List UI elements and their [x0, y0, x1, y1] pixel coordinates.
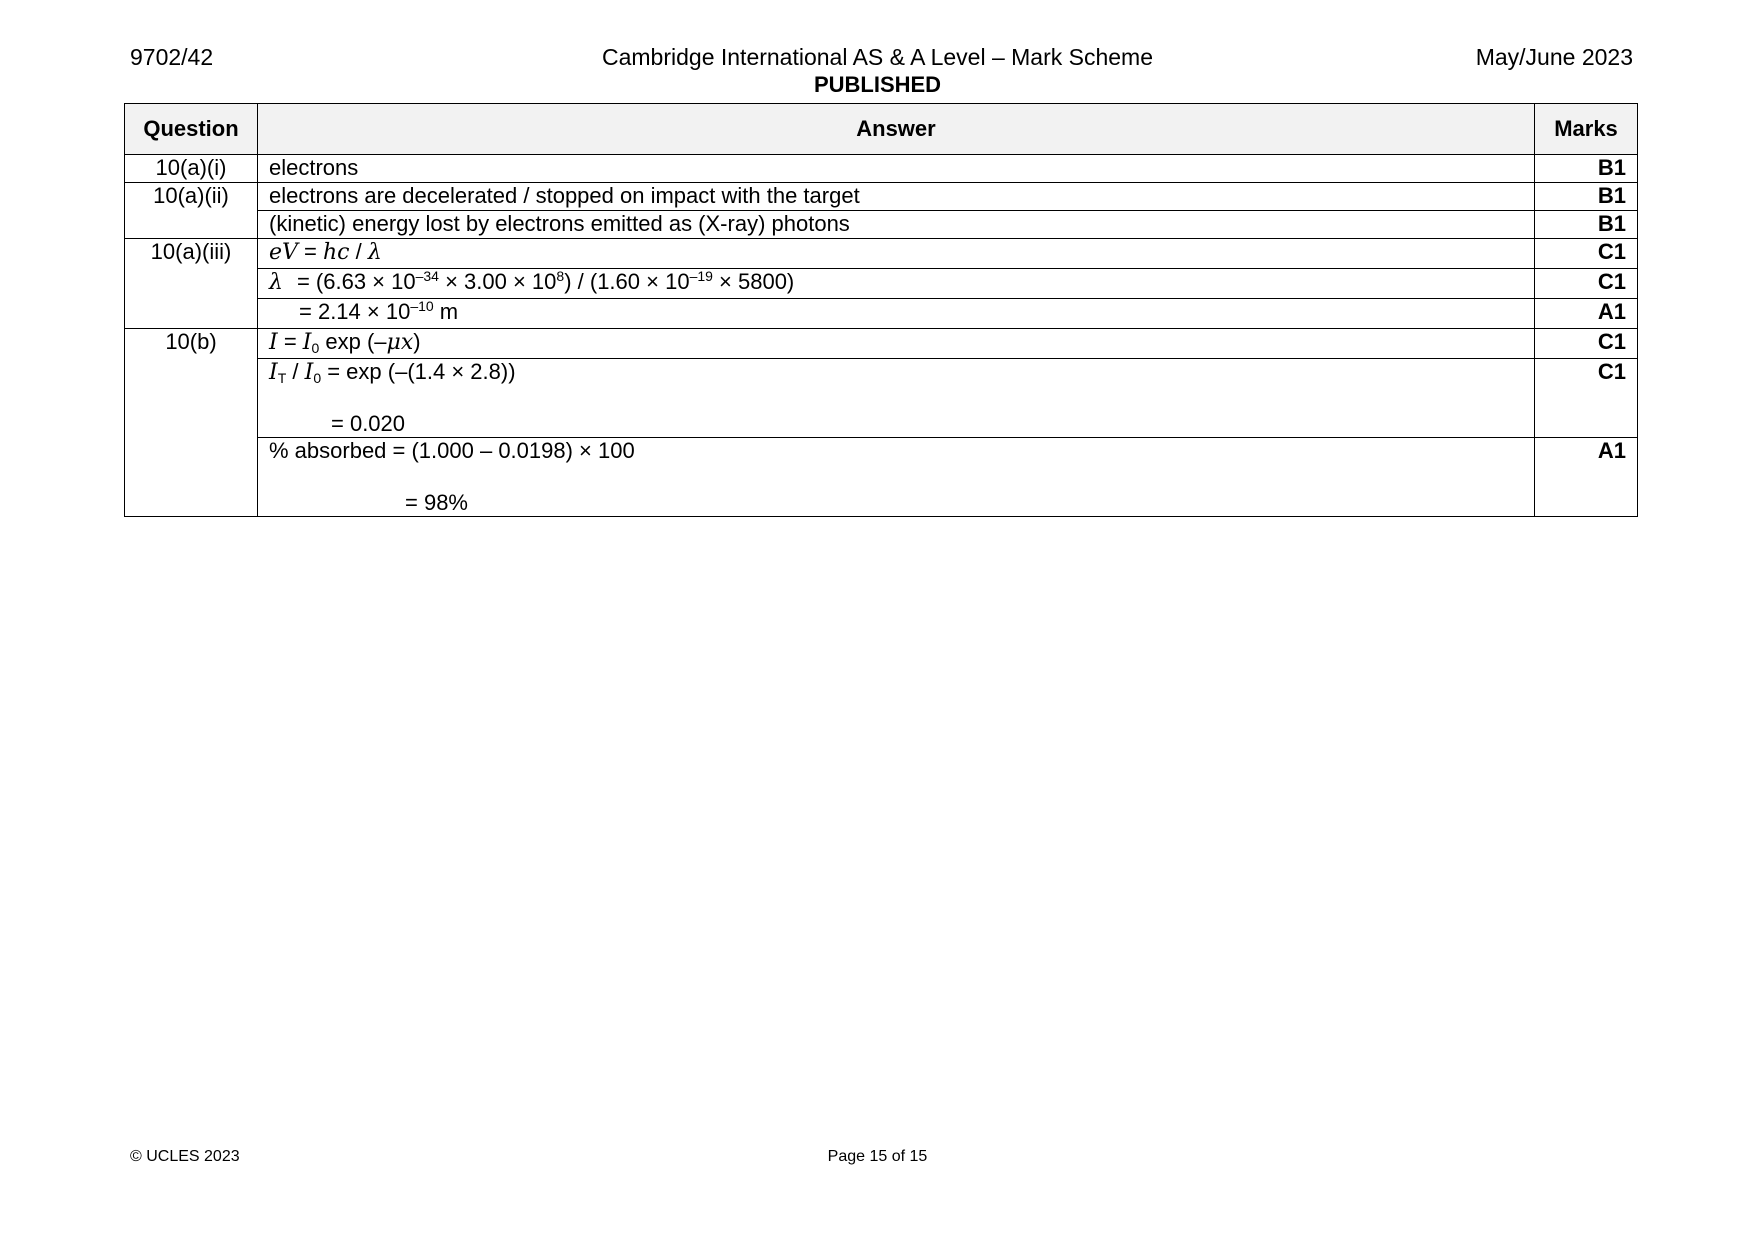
mark-code: C1 — [1535, 269, 1638, 299]
answer-continuation: = 0.020 — [331, 411, 406, 436]
question-number: 10(a)(ii) — [125, 183, 258, 239]
mark-code: C1 — [1535, 239, 1638, 269]
question-number: 10(a)(iii) — [125, 239, 258, 329]
math-symbol: μ — [386, 330, 401, 355]
math-text: ) — [413, 329, 421, 354]
column-header-question: Question — [125, 104, 258, 155]
math-operator: = — [297, 239, 323, 264]
math-text: ) / (1.60 × 10 — [564, 269, 690, 294]
answer-continuation: = 98% — [405, 490, 468, 515]
math-text: × 3.00 × 10 — [438, 269, 557, 294]
answer-equation — [258, 438, 1535, 517]
math-text: = 2.14 × 10 — [299, 299, 411, 324]
math-symbol: e — [269, 240, 283, 265]
math-text: = exp (–(1.4 × 2.8)) — [321, 359, 516, 384]
table-row — [125, 211, 1638, 239]
answer-text: (kinetic) energy lost by electrons emitted as (X-ray) photons — [258, 211, 1535, 239]
subscript: 0 — [313, 370, 322, 386]
table-row — [125, 329, 1638, 359]
exponent: –34 — [415, 268, 439, 284]
math-text: × 5800) — [712, 269, 795, 294]
exam-session: May/June 2023 — [1475, 44, 1633, 70]
table-row — [125, 183, 1638, 211]
math-text: % absorbed = (1.000 – 0.0198) × 100 — [269, 438, 635, 463]
subscript: 0 — [311, 340, 320, 356]
table-row — [125, 155, 1638, 183]
mark-code: B1 — [1535, 211, 1638, 239]
math-text: exp (– — [319, 329, 387, 354]
mark-code: C1 — [1535, 329, 1638, 359]
table-row — [125, 269, 1638, 299]
published-label: PUBLISHED — [813, 72, 942, 97]
math-symbol: V — [282, 240, 298, 265]
answer-equation — [258, 329, 1535, 359]
math-symbol: λ — [269, 270, 283, 295]
question-number: 10(a)(i) — [125, 155, 258, 183]
mark-scheme-table — [124, 103, 1638, 517]
table-row — [125, 438, 1638, 517]
math-symbol: I — [304, 360, 314, 385]
math-operator: / — [286, 359, 305, 384]
answer-text: electrons — [258, 155, 1535, 183]
column-header-marks: Marks — [1535, 104, 1638, 155]
answer-equation — [258, 239, 1535, 269]
column-header-answer: Answer — [258, 104, 1535, 155]
math-symbol: λ — [367, 240, 382, 265]
math-operator: = — [277, 329, 303, 354]
mark-code: C1 — [1535, 359, 1638, 438]
math-symbol: I — [302, 330, 312, 355]
exponent: –19 — [689, 268, 713, 284]
math-text: m — [433, 299, 459, 324]
page-number: Page 15 of 15 — [827, 1148, 928, 1165]
answer-equation — [258, 299, 1535, 329]
paper-code: 9702/42 — [130, 44, 214, 70]
exponent: 8 — [556, 268, 565, 284]
table-header-row — [125, 104, 1638, 155]
math-symbol: I — [269, 360, 278, 385]
answer-equation — [258, 269, 1535, 299]
math-text: = (6.63 × 10 — [296, 269, 416, 294]
table-row — [125, 359, 1638, 438]
table-row — [125, 239, 1638, 269]
mark-code: B1 — [1535, 155, 1638, 183]
math-symbol: x — [400, 330, 414, 355]
answer-text: electrons are decelerated / stopped on impact with the target — [258, 183, 1535, 211]
mark-code: A1 — [1535, 299, 1638, 329]
exponent: –10 — [410, 298, 434, 314]
answer-equation — [258, 359, 1535, 438]
math-symbol: hc — [323, 240, 350, 265]
document-title-text: Cambridge International AS & A Level – Mark Scheme — [601, 44, 1154, 70]
question-number: 10(b) — [125, 329, 258, 517]
mark-code: B1 — [1535, 183, 1638, 211]
math-operator: / — [349, 239, 368, 264]
mark-code: A1 — [1535, 438, 1638, 517]
math-symbol: I — [269, 330, 278, 355]
table-row — [125, 299, 1638, 329]
subscript: T — [277, 370, 287, 386]
copyright-notice: © UCLES 2023 — [130, 1148, 240, 1165]
